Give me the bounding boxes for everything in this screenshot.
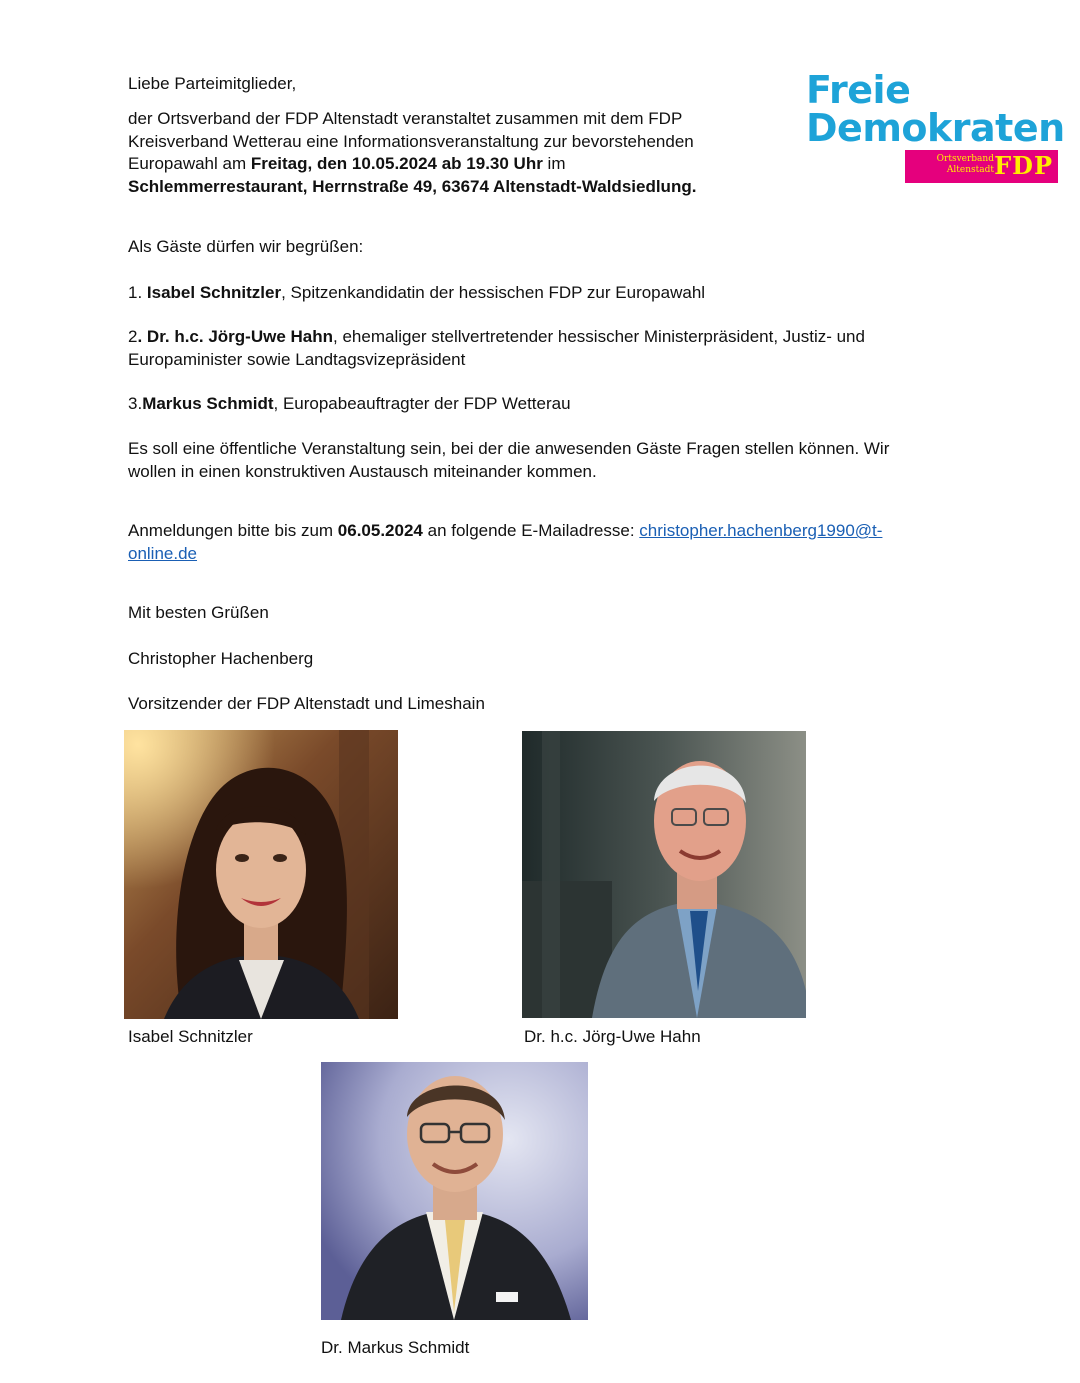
- guest-description: , Europabeauftragter der FDP Wetterau: [273, 394, 571, 413]
- intro-line-4: [128, 176, 768, 199]
- photo-caption-schmidt: Dr. Markus Schmidt: [321, 1338, 470, 1357]
- registration-text: Anmeldungen bitte bis zum: [128, 521, 338, 540]
- guest-name: Markus Schmidt: [142, 394, 274, 413]
- logo-fdp-text: FDP: [994, 151, 1053, 180]
- photo-markus-schmidt: [321, 1062, 588, 1320]
- logo-fdp-bar: [905, 150, 1058, 183]
- registration-text: an folgende E-Mailadresse:: [422, 521, 640, 540]
- guest-number: 1.: [128, 283, 147, 302]
- logo-sub-altenstadt: Altenstadt: [946, 165, 994, 175]
- guests-heading-text: Als Gäste dürfen wir begrüßen:: [128, 237, 364, 256]
- logo-word-demokraten: Demokraten: [806, 106, 1065, 150]
- public-event-paragraph: [128, 438, 948, 483]
- greeting: [128, 73, 948, 96]
- guest-name: . Dr. h.c. Jörg-Uwe Hahn: [137, 327, 334, 346]
- registration-paragraph: [128, 520, 948, 565]
- intro-line-3: [128, 153, 768, 176]
- email-link[interactable]: christopher.hachenberg1990@t-: [639, 521, 883, 540]
- signer-role-text: Vorsitzender der FDP Altenstadt und Limeshain: [128, 694, 485, 713]
- signer-name: Christopher Hachenberg: [128, 649, 314, 668]
- guest-3: [128, 393, 948, 416]
- intro-line-1: der Ortsverband der FDP Altenstadt veranstaltet zusammen mit dem FDP: [128, 109, 683, 128]
- guest-3-line: [128, 393, 948, 416]
- guest-2-line-2: Europaminister sowie Landtagsvizepräsident: [128, 349, 466, 369]
- registration-line-2: [128, 543, 948, 566]
- closing-text: Mit besten Grüßen: [128, 603, 269, 622]
- intro-line-2: Kreisverband Wetterau eine Informationsveranstaltung zur bevorstehenden: [128, 131, 694, 151]
- logo-ortsverband: [937, 154, 994, 176]
- public-line-2: wollen in einen konstruktiven Austausch miteinander kommen.: [128, 461, 597, 481]
- logo-word-freie: Freie: [806, 68, 911, 112]
- photo-caption-isabel: Isabel Schnitzler: [128, 1027, 253, 1046]
- guest-description: , Spitzenkandidatin der hessischen FDP zur Europawahl: [281, 283, 706, 302]
- intro-paragraph: [128, 108, 768, 198]
- guest-2: [128, 326, 948, 371]
- public-line-1: Es soll eine öffentliche Veranstaltung sein, bei der die anwesenden Gäste Fragen stellen können. Wir: [128, 439, 890, 458]
- portrait-man-grey-hair-image: [522, 731, 806, 1018]
- email-link-continued[interactable]: online.de: [128, 543, 198, 563]
- event-location: Schlemmerrestaurant, Herrnstraße 49, 63674 Altenstadt-Waldsiedlung.: [128, 176, 697, 196]
- photo-joerg-uwe-hahn: [522, 731, 806, 1018]
- guest-number: 3.: [128, 394, 143, 413]
- guests-heading: [128, 236, 948, 259]
- portrait-woman-image: [124, 730, 398, 1019]
- event-date: Freitag, den 10.05.2024 ab 19.30 Uhr: [250, 154, 543, 173]
- guest-number: 2: [128, 327, 138, 346]
- registration-line-1: [128, 520, 948, 543]
- photo-caption-hahn: Dr. h.c. Jörg-Uwe Hahn: [524, 1027, 701, 1046]
- signer-role: [128, 693, 948, 716]
- guest-1: [128, 282, 948, 305]
- portrait-man-glasses-image: [321, 1062, 588, 1320]
- greeting-text: Liebe Parteimitglieder,: [128, 74, 297, 93]
- guest-2-line-1: [128, 326, 948, 349]
- guest-1-line: [128, 282, 948, 305]
- closing: [128, 602, 948, 625]
- intro-text: im: [542, 154, 566, 173]
- logo-sub-ortsverband: Ortsverband: [936, 154, 994, 164]
- registration-deadline: 06.05.2024: [337, 521, 423, 540]
- signer: [128, 648, 948, 671]
- guest-description: , ehemaliger stellvertretender hessischer Ministerpräsident, Justiz- und: [333, 327, 865, 346]
- intro-text: Europawahl am: [128, 154, 251, 173]
- photo-isabel-schnitzler: [124, 730, 398, 1019]
- guest-name: Isabel Schnitzler: [146, 283, 282, 302]
